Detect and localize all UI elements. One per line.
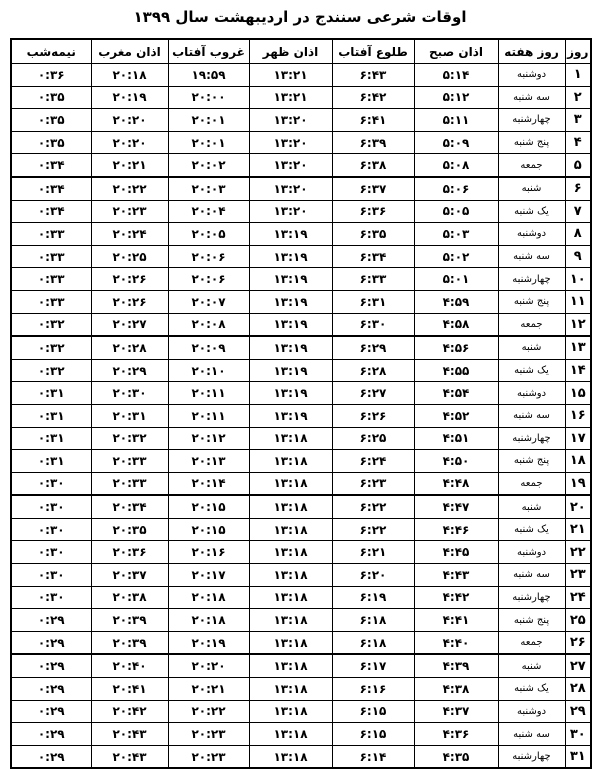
sunset-cell: ۲۰:۱۳ bbox=[168, 450, 249, 473]
midnight-cell: ۰:۳۵ bbox=[11, 109, 91, 132]
table-row bbox=[11, 86, 591, 109]
fajr-cell: ۴:۳۶ bbox=[414, 723, 498, 746]
maghrib-cell: ۲۰:۴۰ bbox=[91, 654, 168, 677]
day-cell: ۱۵ bbox=[565, 382, 591, 405]
weekday-cell: جمعه bbox=[498, 631, 565, 654]
sunset-cell: ۲۰:۱۱ bbox=[168, 382, 249, 405]
day-cell: ۲ bbox=[565, 86, 591, 109]
midnight-cell: ۰:۳۰ bbox=[11, 564, 91, 587]
sunset-cell: ۲۰:۱۰ bbox=[168, 359, 249, 382]
weekday-cell: دوشنبه bbox=[498, 223, 565, 246]
sunset-cell: ۲۰:۱۱ bbox=[168, 404, 249, 427]
table-row bbox=[11, 564, 591, 587]
weekday-cell: شنبه bbox=[498, 495, 565, 518]
maghrib-cell: ۲۰:۴۳ bbox=[91, 723, 168, 746]
day-cell: ۵ bbox=[565, 154, 591, 177]
sunset-cell: ۲۰:۰۲ bbox=[168, 154, 249, 177]
midnight-cell: ۰:۲۹ bbox=[11, 723, 91, 746]
maghrib-cell: ۲۰:۱۹ bbox=[91, 86, 168, 109]
table-row bbox=[11, 450, 591, 473]
table-row bbox=[11, 313, 591, 336]
header-day: روز bbox=[565, 39, 591, 64]
maghrib-cell: ۲۰:۲۰ bbox=[91, 109, 168, 132]
maghrib-cell: ۲۰:۲۷ bbox=[91, 313, 168, 336]
weekday-cell: جمعه bbox=[498, 472, 565, 495]
sunset-cell: ۲۰:۱۹ bbox=[168, 631, 249, 654]
midnight-cell: ۰:۳۲ bbox=[11, 359, 91, 382]
day-cell: ۲۰ bbox=[565, 495, 591, 518]
sunset-cell: ۲۰:۰۰ bbox=[168, 86, 249, 109]
table-body bbox=[11, 64, 591, 769]
midnight-cell: ۰:۳۵ bbox=[11, 86, 91, 109]
fajr-cell: ۴:۵۱ bbox=[414, 427, 498, 450]
midnight-cell: ۰:۳۲ bbox=[11, 313, 91, 336]
sunrise-cell: ۶:۲۶ bbox=[332, 404, 414, 427]
dhuhr-cell: ۱۳:۱۹ bbox=[249, 336, 332, 359]
midnight-cell: ۰:۳۴ bbox=[11, 154, 91, 177]
table-header-row bbox=[11, 39, 591, 64]
sunrise-cell: ۶:۱۸ bbox=[332, 631, 414, 654]
dhuhr-cell: ۱۳:۱۹ bbox=[249, 223, 332, 246]
maghrib-cell: ۲۰:۲۴ bbox=[91, 223, 168, 246]
sunset-cell: ۲۰:۱۶ bbox=[168, 541, 249, 564]
day-cell: ۲۲ bbox=[565, 541, 591, 564]
fajr-cell: ۴:۴۱ bbox=[414, 609, 498, 632]
sunset-cell: ۲۰:۱۷ bbox=[168, 564, 249, 587]
sunrise-cell: ۶:۲۸ bbox=[332, 359, 414, 382]
header-dhuhr: اذان ظهر bbox=[249, 39, 332, 64]
table-row bbox=[11, 154, 591, 177]
weekday-cell: چهارشنبه bbox=[498, 268, 565, 291]
weekday-cell: سه شنبه bbox=[498, 245, 565, 268]
weekday-cell: جمعه bbox=[498, 154, 565, 177]
dhuhr-cell: ۱۳:۱۸ bbox=[249, 609, 332, 632]
day-cell: ۲۳ bbox=[565, 564, 591, 587]
prayer-times-table bbox=[10, 38, 592, 769]
weekday-cell: دوشنبه bbox=[498, 382, 565, 405]
maghrib-cell: ۲۰:۳۴ bbox=[91, 495, 168, 518]
sunset-cell: ۲۰:۰۶ bbox=[168, 245, 249, 268]
maghrib-cell: ۲۰:۳۱ bbox=[91, 404, 168, 427]
fajr-cell: ۴:۵۶ bbox=[414, 336, 498, 359]
weekday-cell: سه شنبه bbox=[498, 86, 565, 109]
fajr-cell: ۴:۵۹ bbox=[414, 290, 498, 313]
table-row bbox=[11, 200, 591, 223]
sunrise-cell: ۶:۲۰ bbox=[332, 564, 414, 587]
fajr-cell: ۴:۵۵ bbox=[414, 359, 498, 382]
day-cell: ۱ bbox=[565, 64, 591, 87]
dhuhr-cell: ۱۳:۱۹ bbox=[249, 245, 332, 268]
sunrise-cell: ۶:۳۶ bbox=[332, 200, 414, 223]
maghrib-cell: ۲۰:۳۳ bbox=[91, 472, 168, 495]
table-row bbox=[11, 177, 591, 200]
sunrise-cell: ۶:۱۸ bbox=[332, 609, 414, 632]
sunset-cell: ۲۰:۰۴ bbox=[168, 200, 249, 223]
header-maghrib: اذان مغرب bbox=[91, 39, 168, 64]
fajr-cell: ۴:۴۳ bbox=[414, 564, 498, 587]
maghrib-cell: ۲۰:۲۸ bbox=[91, 336, 168, 359]
fajr-cell: ۴:۳۵ bbox=[414, 745, 498, 768]
dhuhr-cell: ۱۳:۲۰ bbox=[249, 131, 332, 154]
midnight-cell: ۰:۲۹ bbox=[11, 654, 91, 677]
fajr-cell: ۴:۴۵ bbox=[414, 541, 498, 564]
day-cell: ۲۷ bbox=[565, 654, 591, 677]
sunrise-cell: ۶:۱۵ bbox=[332, 700, 414, 723]
midnight-cell: ۰:۲۹ bbox=[11, 609, 91, 632]
sunset-cell: ۲۰:۱۲ bbox=[168, 427, 249, 450]
sunrise-cell: ۶:۳۵ bbox=[332, 223, 414, 246]
table-row bbox=[11, 586, 591, 609]
table-row bbox=[11, 245, 591, 268]
maghrib-cell: ۲۰:۲۳ bbox=[91, 200, 168, 223]
maghrib-cell: ۲۰:۲۲ bbox=[91, 177, 168, 200]
day-cell: ۱۸ bbox=[565, 450, 591, 473]
dhuhr-cell: ۱۳:۲۱ bbox=[249, 64, 332, 87]
header-fajr: اذان صبح bbox=[414, 39, 498, 64]
sunrise-cell: ۶:۲۹ bbox=[332, 336, 414, 359]
day-cell: ۳۱ bbox=[565, 745, 591, 768]
midnight-cell: ۰:۳۳ bbox=[11, 245, 91, 268]
midnight-cell: ۰:۳۴ bbox=[11, 177, 91, 200]
day-cell: ۱۲ bbox=[565, 313, 591, 336]
sunrise-cell: ۶:۲۲ bbox=[332, 518, 414, 541]
sunset-cell: ۲۰:۲۰ bbox=[168, 654, 249, 677]
sunrise-cell: ۶:۳۰ bbox=[332, 313, 414, 336]
maghrib-cell: ۲۰:۲۰ bbox=[91, 131, 168, 154]
maghrib-cell: ۲۰:۴۳ bbox=[91, 745, 168, 768]
dhuhr-cell: ۱۳:۲۰ bbox=[249, 200, 332, 223]
fajr-cell: ۴:۴۰ bbox=[414, 631, 498, 654]
sunset-cell: ۲۰:۱۸ bbox=[168, 586, 249, 609]
dhuhr-cell: ۱۳:۱۸ bbox=[249, 495, 332, 518]
weekday-cell: شنبه bbox=[498, 177, 565, 200]
midnight-cell: ۰:۳۰ bbox=[11, 495, 91, 518]
dhuhr-cell: ۱۳:۲۰ bbox=[249, 154, 332, 177]
table-row bbox=[11, 223, 591, 246]
fajr-cell: ۴:۵۴ bbox=[414, 382, 498, 405]
sunset-cell: ۲۰:۰۱ bbox=[168, 109, 249, 132]
dhuhr-cell: ۱۳:۱۹ bbox=[249, 382, 332, 405]
weekday-cell: سه شنبه bbox=[498, 723, 565, 746]
weekday-cell: یک شنبه bbox=[498, 359, 565, 382]
sunset-cell: ۲۰:۰۶ bbox=[168, 268, 249, 291]
weekday-cell: دوشنبه bbox=[498, 64, 565, 87]
dhuhr-cell: ۱۳:۱۸ bbox=[249, 564, 332, 587]
fajr-cell: ۴:۳۹ bbox=[414, 654, 498, 677]
sunset-cell: ۲۰:۰۹ bbox=[168, 336, 249, 359]
midnight-cell: ۰:۳۲ bbox=[11, 336, 91, 359]
day-cell: ۲۵ bbox=[565, 609, 591, 632]
midnight-cell: ۰:۳۴ bbox=[11, 200, 91, 223]
dhuhr-cell: ۱۳:۱۸ bbox=[249, 678, 332, 701]
midnight-cell: ۰:۲۹ bbox=[11, 745, 91, 768]
day-cell: ۸ bbox=[565, 223, 591, 246]
maghrib-cell: ۲۰:۳۰ bbox=[91, 382, 168, 405]
dhuhr-cell: ۱۳:۱۸ bbox=[249, 427, 332, 450]
sunset-cell: ۲۰:۱۴ bbox=[168, 472, 249, 495]
sunset-cell: ۱۹:۵۹ bbox=[168, 64, 249, 87]
maghrib-cell: ۲۰:۳۷ bbox=[91, 564, 168, 587]
sunrise-cell: ۶:۱۵ bbox=[332, 723, 414, 746]
fajr-cell: ۴:۵۸ bbox=[414, 313, 498, 336]
dhuhr-cell: ۱۳:۱۸ bbox=[249, 586, 332, 609]
sunset-cell: ۲۰:۲۳ bbox=[168, 745, 249, 768]
table-row bbox=[11, 700, 591, 723]
sunrise-cell: ۶:۲۲ bbox=[332, 495, 414, 518]
sunset-cell: ۲۰:۰۷ bbox=[168, 290, 249, 313]
midnight-cell: ۰:۳۱ bbox=[11, 404, 91, 427]
table-row bbox=[11, 495, 591, 518]
day-cell: ۱۶ bbox=[565, 404, 591, 427]
day-cell: ۳ bbox=[565, 109, 591, 132]
sunset-cell: ۲۰:۰۵ bbox=[168, 223, 249, 246]
weekday-cell: پنج شنبه bbox=[498, 609, 565, 632]
weekday-cell: پنج شنبه bbox=[498, 290, 565, 313]
fajr-cell: ۵:۱۴ bbox=[414, 64, 498, 87]
weekday-cell: جمعه bbox=[498, 313, 565, 336]
midnight-cell: ۰:۳۰ bbox=[11, 472, 91, 495]
fajr-cell: ۴:۳۷ bbox=[414, 700, 498, 723]
sunrise-cell: ۶:۳۴ bbox=[332, 245, 414, 268]
midnight-cell: ۰:۲۹ bbox=[11, 700, 91, 723]
fajr-cell: ۵:۰۱ bbox=[414, 268, 498, 291]
sunset-cell: ۲۰:۱۵ bbox=[168, 518, 249, 541]
weekday-cell: چهارشنبه bbox=[498, 745, 565, 768]
weekday-cell: یک شنبه bbox=[498, 200, 565, 223]
day-cell: ۷ bbox=[565, 200, 591, 223]
table-row bbox=[11, 290, 591, 313]
fajr-cell: ۴:۵۲ bbox=[414, 404, 498, 427]
sunrise-cell: ۶:۱۹ bbox=[332, 586, 414, 609]
midnight-cell: ۰:۳۰ bbox=[11, 541, 91, 564]
table-row bbox=[11, 631, 591, 654]
dhuhr-cell: ۱۳:۲۱ bbox=[249, 86, 332, 109]
midnight-cell: ۰:۲۹ bbox=[11, 678, 91, 701]
midnight-cell: ۰:۳۳ bbox=[11, 268, 91, 291]
fajr-cell: ۴:۵۰ bbox=[414, 450, 498, 473]
sunrise-cell: ۶:۲۵ bbox=[332, 427, 414, 450]
day-cell: ۱۳ bbox=[565, 336, 591, 359]
table-row bbox=[11, 609, 591, 632]
table-row bbox=[11, 723, 591, 746]
maghrib-cell: ۲۰:۲۵ bbox=[91, 245, 168, 268]
fajr-cell: ۴:۳۸ bbox=[414, 678, 498, 701]
day-cell: ۱۷ bbox=[565, 427, 591, 450]
midnight-cell: ۰:۳۱ bbox=[11, 382, 91, 405]
maghrib-cell: ۲۰:۲۶ bbox=[91, 290, 168, 313]
maghrib-cell: ۲۰:۲۶ bbox=[91, 268, 168, 291]
maghrib-cell: ۲۰:۳۹ bbox=[91, 609, 168, 632]
midnight-cell: ۰:۳۱ bbox=[11, 427, 91, 450]
table-row bbox=[11, 472, 591, 495]
weekday-cell: سه شنبه bbox=[498, 404, 565, 427]
table-row bbox=[11, 427, 591, 450]
sunrise-cell: ۶:۲۷ bbox=[332, 382, 414, 405]
day-cell: ۹ bbox=[565, 245, 591, 268]
weekday-cell: دوشنبه bbox=[498, 700, 565, 723]
weekday-cell: پنج شنبه bbox=[498, 131, 565, 154]
weekday-cell: یک شنبه bbox=[498, 518, 565, 541]
sunset-cell: ۲۰:۰۱ bbox=[168, 131, 249, 154]
sunrise-cell: ۶:۴۱ bbox=[332, 109, 414, 132]
fajr-cell: ۵:۰۹ bbox=[414, 131, 498, 154]
sunrise-cell: ۶:۱۶ bbox=[332, 678, 414, 701]
maghrib-cell: ۲۰:۴۱ bbox=[91, 678, 168, 701]
dhuhr-cell: ۱۳:۱۸ bbox=[249, 472, 332, 495]
sunset-cell: ۲۰:۲۱ bbox=[168, 678, 249, 701]
day-cell: ۶ bbox=[565, 177, 591, 200]
maghrib-cell: ۲۰:۳۹ bbox=[91, 631, 168, 654]
fajr-cell: ۴:۴۲ bbox=[414, 586, 498, 609]
sunrise-cell: ۶:۲۱ bbox=[332, 541, 414, 564]
page-title: اوقات شرعی سنندج در اردیبهشت سال ۱۳۹۹ bbox=[133, 8, 467, 26]
weekday-cell: چهارشنبه bbox=[498, 427, 565, 450]
fajr-cell: ۵:۱۱ bbox=[414, 109, 498, 132]
dhuhr-cell: ۱۳:۱۸ bbox=[249, 723, 332, 746]
sunset-cell: ۲۰:۲۳ bbox=[168, 723, 249, 746]
header-sunset: غروب آفتاب bbox=[168, 39, 249, 64]
dhuhr-cell: ۱۳:۱۸ bbox=[249, 450, 332, 473]
fajr-cell: ۵:۰۶ bbox=[414, 177, 498, 200]
weekday-cell: چهارشنبه bbox=[498, 109, 565, 132]
dhuhr-cell: ۱۳:۱۸ bbox=[249, 541, 332, 564]
table-row bbox=[11, 131, 591, 154]
day-cell: ۱۴ bbox=[565, 359, 591, 382]
weekday-cell: دوشنبه bbox=[498, 541, 565, 564]
fajr-cell: ۴:۴۷ bbox=[414, 495, 498, 518]
midnight-cell: ۰:۳۳ bbox=[11, 223, 91, 246]
table-row bbox=[11, 64, 591, 87]
day-cell: ۲۴ bbox=[565, 586, 591, 609]
table-row bbox=[11, 518, 591, 541]
fajr-cell: ۵:۰۳ bbox=[414, 223, 498, 246]
fajr-cell: ۵:۱۲ bbox=[414, 86, 498, 109]
day-cell: ۲۸ bbox=[565, 678, 591, 701]
weekday-cell: چهارشنبه bbox=[498, 586, 565, 609]
maghrib-cell: ۲۰:۱۸ bbox=[91, 64, 168, 87]
table-row bbox=[11, 268, 591, 291]
midnight-cell: ۰:۳۰ bbox=[11, 586, 91, 609]
sunrise-cell: ۶:۴۳ bbox=[332, 64, 414, 87]
sunset-cell: ۲۰:۲۲ bbox=[168, 700, 249, 723]
day-cell: ۳۰ bbox=[565, 723, 591, 746]
dhuhr-cell: ۱۳:۲۰ bbox=[249, 177, 332, 200]
dhuhr-cell: ۱۳:۱۸ bbox=[249, 518, 332, 541]
sunrise-cell: ۶:۲۳ bbox=[332, 472, 414, 495]
sunset-cell: ۲۰:۱۸ bbox=[168, 609, 249, 632]
sunrise-cell: ۶:۳۸ bbox=[332, 154, 414, 177]
table-row bbox=[11, 404, 591, 427]
sunrise-cell: ۶:۴۲ bbox=[332, 86, 414, 109]
day-cell: ۲۹ bbox=[565, 700, 591, 723]
maghrib-cell: ۲۰:۳۶ bbox=[91, 541, 168, 564]
fajr-cell: ۴:۴۸ bbox=[414, 472, 498, 495]
dhuhr-cell: ۱۳:۱۹ bbox=[249, 404, 332, 427]
weekday-cell: شنبه bbox=[498, 654, 565, 677]
weekday-cell: یک شنبه bbox=[498, 678, 565, 701]
sunrise-cell: ۶:۳۳ bbox=[332, 268, 414, 291]
dhuhr-cell: ۱۳:۲۰ bbox=[249, 109, 332, 132]
maghrib-cell: ۲۰:۲۹ bbox=[91, 359, 168, 382]
sunrise-cell: ۶:۳۹ bbox=[332, 131, 414, 154]
sunrise-cell: ۶:۱۷ bbox=[332, 654, 414, 677]
sunrise-cell: ۶:۳۱ bbox=[332, 290, 414, 313]
day-cell: ۲۶ bbox=[565, 631, 591, 654]
maghrib-cell: ۲۰:۳۲ bbox=[91, 427, 168, 450]
midnight-cell: ۰:۳۱ bbox=[11, 450, 91, 473]
maghrib-cell: ۲۰:۴۲ bbox=[91, 700, 168, 723]
dhuhr-cell: ۱۳:۱۸ bbox=[249, 631, 332, 654]
table-row bbox=[11, 654, 591, 677]
table-row bbox=[11, 541, 591, 564]
maghrib-cell: ۲۰:۳۸ bbox=[91, 586, 168, 609]
sunrise-cell: ۶:۳۷ bbox=[332, 177, 414, 200]
header-midnight: نیمه‌شب bbox=[11, 39, 91, 64]
maghrib-cell: ۲۰:۲۱ bbox=[91, 154, 168, 177]
midnight-cell: ۰:۳۰ bbox=[11, 518, 91, 541]
midnight-cell: ۰:۲۹ bbox=[11, 631, 91, 654]
weekday-cell: شنبه bbox=[498, 336, 565, 359]
day-cell: ۱۹ bbox=[565, 472, 591, 495]
table-row bbox=[11, 109, 591, 132]
midnight-cell: ۰:۳۵ bbox=[11, 131, 91, 154]
sunset-cell: ۲۰:۰۸ bbox=[168, 313, 249, 336]
dhuhr-cell: ۱۳:۱۹ bbox=[249, 268, 332, 291]
dhuhr-cell: ۱۳:۱۸ bbox=[249, 654, 332, 677]
midnight-cell: ۰:۳۶ bbox=[11, 64, 91, 87]
sunrise-cell: ۶:۲۴ bbox=[332, 450, 414, 473]
header-weekday: روز هفته bbox=[498, 39, 565, 64]
weekday-cell: سه شنبه bbox=[498, 564, 565, 587]
fajr-cell: ۵:۰۸ bbox=[414, 154, 498, 177]
maghrib-cell: ۲۰:۳۵ bbox=[91, 518, 168, 541]
day-cell: ۴ bbox=[565, 131, 591, 154]
table-row bbox=[11, 336, 591, 359]
table-row bbox=[11, 745, 591, 768]
dhuhr-cell: ۱۳:۱۸ bbox=[249, 700, 332, 723]
fajr-cell: ۵:۰۵ bbox=[414, 200, 498, 223]
maghrib-cell: ۲۰:۳۳ bbox=[91, 450, 168, 473]
dhuhr-cell: ۱۳:۱۹ bbox=[249, 359, 332, 382]
weekday-cell: پنج شنبه bbox=[498, 450, 565, 473]
day-cell: ۱۱ bbox=[565, 290, 591, 313]
sunrise-cell: ۶:۱۴ bbox=[332, 745, 414, 768]
table-row bbox=[11, 382, 591, 405]
dhuhr-cell: ۱۳:۱۹ bbox=[249, 313, 332, 336]
day-cell: ۲۱ bbox=[565, 518, 591, 541]
midnight-cell: ۰:۳۳ bbox=[11, 290, 91, 313]
dhuhr-cell: ۱۳:۱۹ bbox=[249, 290, 332, 313]
table-row bbox=[11, 678, 591, 701]
day-cell: ۱۰ bbox=[565, 268, 591, 291]
sunset-cell: ۲۰:۱۵ bbox=[168, 495, 249, 518]
table-row bbox=[11, 359, 591, 382]
fajr-cell: ۴:۴۶ bbox=[414, 518, 498, 541]
sunset-cell: ۲۰:۰۳ bbox=[168, 177, 249, 200]
fajr-cell: ۵:۰۲ bbox=[414, 245, 498, 268]
header-sunrise: طلوع آفتاب bbox=[332, 39, 414, 64]
dhuhr-cell: ۱۳:۱۸ bbox=[249, 745, 332, 768]
